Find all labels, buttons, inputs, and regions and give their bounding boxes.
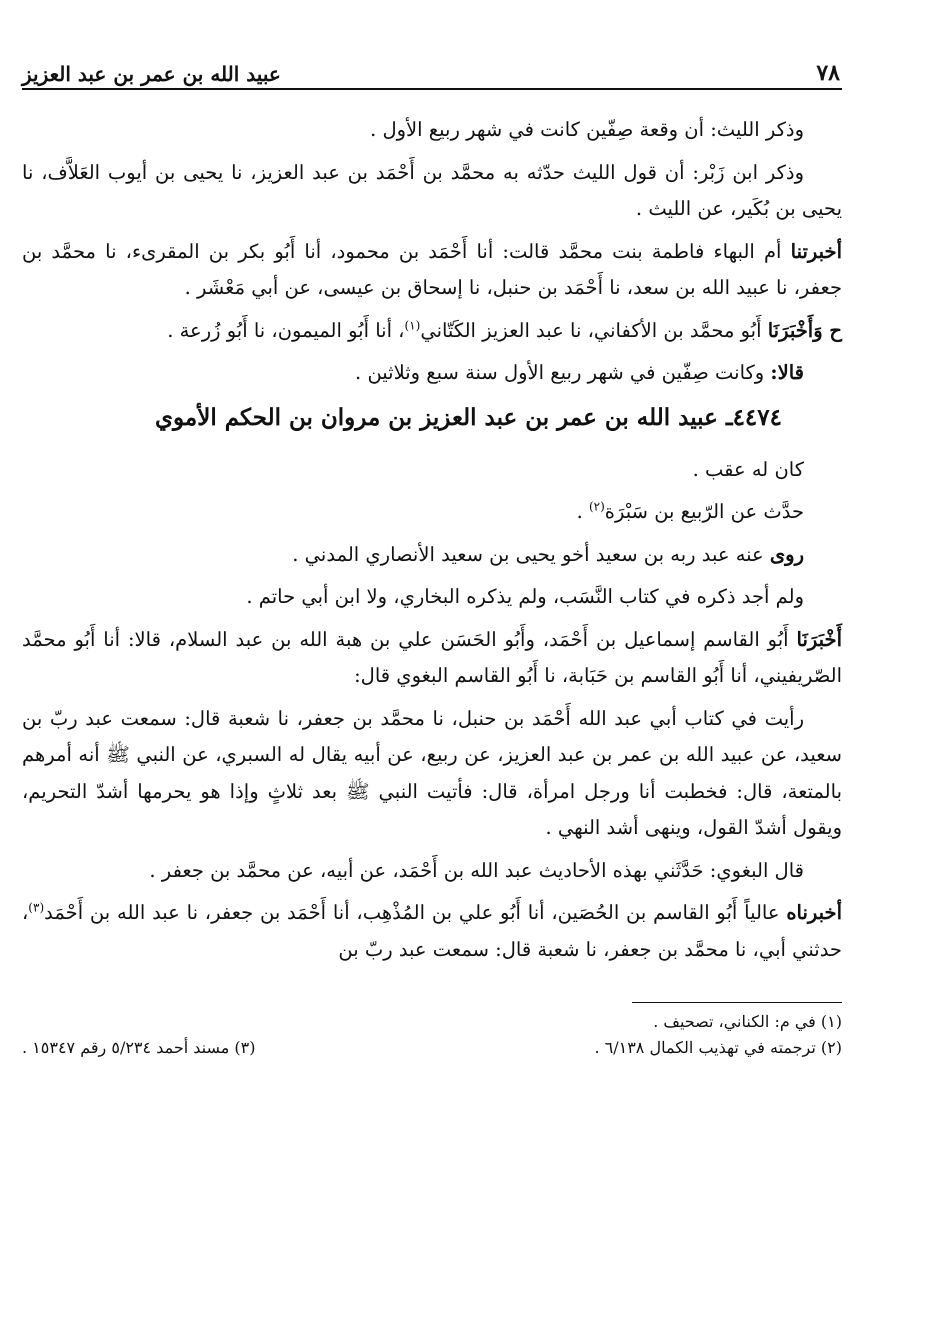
paragraph: أخبرناه عالياً أَبُو القاسم بن الحُصَين، أنا أَبُو علي بن المُذْهِب، أنا أَحْمَد بن جعفر، نا عبد الله بن أَحْمَد$^{(٣)}$، حدثني أبي، نا محمَّد بن جعفر، نا شعبة قال: سمعت عبد ربّ بن: [22, 900, 843, 961]
paragraph-keyword: أَخْبَرَنَا: [796, 627, 842, 651]
paragraph: قال البغوي: حَدَّثَني بهذه الأحاديث عبد الله بن أَحْمَد، عن أبيه، عن محمَّد بن جعفر .: [149, 858, 804, 882]
entry-heading: [22, 398, 842, 438]
footnote-ref: (٢): [588, 499, 605, 514]
paragraph: حدَّث عن الرّبيع بن سَبْرَة$^{(٢)}$ .: [576, 499, 804, 523]
paragraph: ولم أجد ذكره في كتاب النَّسَب، ولم يذكره البخاري، ولا ابن أبي حاتم .: [246, 585, 804, 608]
footnote-ref: (١): [404, 318, 421, 332]
paragraph: رأيت في كتاب أبي عبد الله أَحْمَد بن حنبل، نا محمَّد بن جعفر، نا شعبة قال: سمعت عبد ربّ بن سعيد، عن عبيد الله بن عمر بن عبد العزيز، عن ربيع، عن أبيه يقال له السبري، عن النبي ﷺ أنه أمرهم بالمتعة، قال: فخطبت أنا ورجل امرأة، قال: فأتيت النبي ﷺ بعد ثلاثٍ وإذا هو يحرمها أشدّ التحريم، ويقول أشدّ القول، وينهى أشد النهي .: [22, 706, 842, 839]
paragraph-keyword: ح وَأَخْبَرَنَا: [767, 318, 842, 342]
paragraph-keyword: قالا:: [770, 361, 804, 384]
paragraph: وذكر الليث: أن وقعة صِفّين كانت في شهر ربيع الأول .: [370, 118, 804, 141]
page-header: [22, 52, 842, 90]
paragraph: ح وَأَخْبَرَنَا أَبُو محمَّد بن الأكفاني، نا عبد العزيز الكَتّاني$^{(١)}$، أنا أَبُو الميمون، نا أَبُو زُرعة .: [167, 318, 842, 342]
footnote-divider: [632, 1002, 842, 1003]
entry-title: ـ عبيد الله بن عمر بن عبد العزيز بن مروان بن الحكم الأموي: [155, 403, 733, 431]
running-title: عبيد الله بن عمر بن عبد العزيز: [22, 62, 281, 86]
paragraph-keyword: روى: [769, 542, 804, 566]
page-body: [22, 112, 842, 968]
paragraph: كان له عقب .: [692, 457, 804, 481]
footnote-row: [22, 1035, 842, 1061]
paragraph: قالا: وكانت صِفّين في شهر ربيع الأول سنة سبع وثلاثين .: [355, 361, 804, 384]
document-page: [22, 52, 842, 1061]
footnote-3: (٣) مسند أحمد ٥/٢٣٤ رقم ١٥٣٤٧ .: [22, 1038, 256, 1057]
footnotes: [22, 1009, 842, 1061]
paragraph: أخبرتنا أم البهاء فاطمة بنت محمَّد قالت: أنا أَحْمَد بن محمود، أنا أَبُو بكر بن المقرىء، نا محمَّد بن جعفر، نا عبيد الله بن سعد، نا أَحْمَد بن حنبل، نا إسحاق بن عيسى، عن أبي مَعْشَر .: [22, 239, 842, 299]
footnote-ref: (٣): [28, 900, 45, 915]
entry-number: ٤٤٧٤: [732, 403, 782, 431]
paragraph-keyword: أخبرتنا: [790, 239, 842, 263]
footnote-2: (٢) ترجمته في تهذيب الكمال ٦/١٣٨ .: [594, 1038, 842, 1057]
paragraph-keyword: أخبرناه: [786, 901, 843, 924]
page-number: ٧٨: [816, 60, 840, 86]
paragraph: روى عنه عبد ربه بن سعيد أخو يحيى بن سعيد الأنصاري المدني .: [292, 542, 804, 566]
footnote-1: (١) في م: الكناني، تصحيف .: [653, 1012, 842, 1031]
paragraph: وذكر ابن زَبْر: أن قول الليث حدّثه به محمَّد بن أَحْمَد بن عبد العزيز، نا يحيى بن أيوب العَلاَّف، نا يحيى بن بُكَير، عن الليث .: [22, 160, 842, 220]
paragraph: أَخْبَرَنَا أَبُو القاسم إسماعيل بن أَحْمَد، وأَبُو الحَسَن علي بن هبة الله بن عبد السلام، قالا: أنا أَبُو محمَّد الصّريفيني، أنا أَبُو القاسم بن حَبَابة، نا أَبُو القاسم البغوي قال:: [22, 627, 842, 687]
